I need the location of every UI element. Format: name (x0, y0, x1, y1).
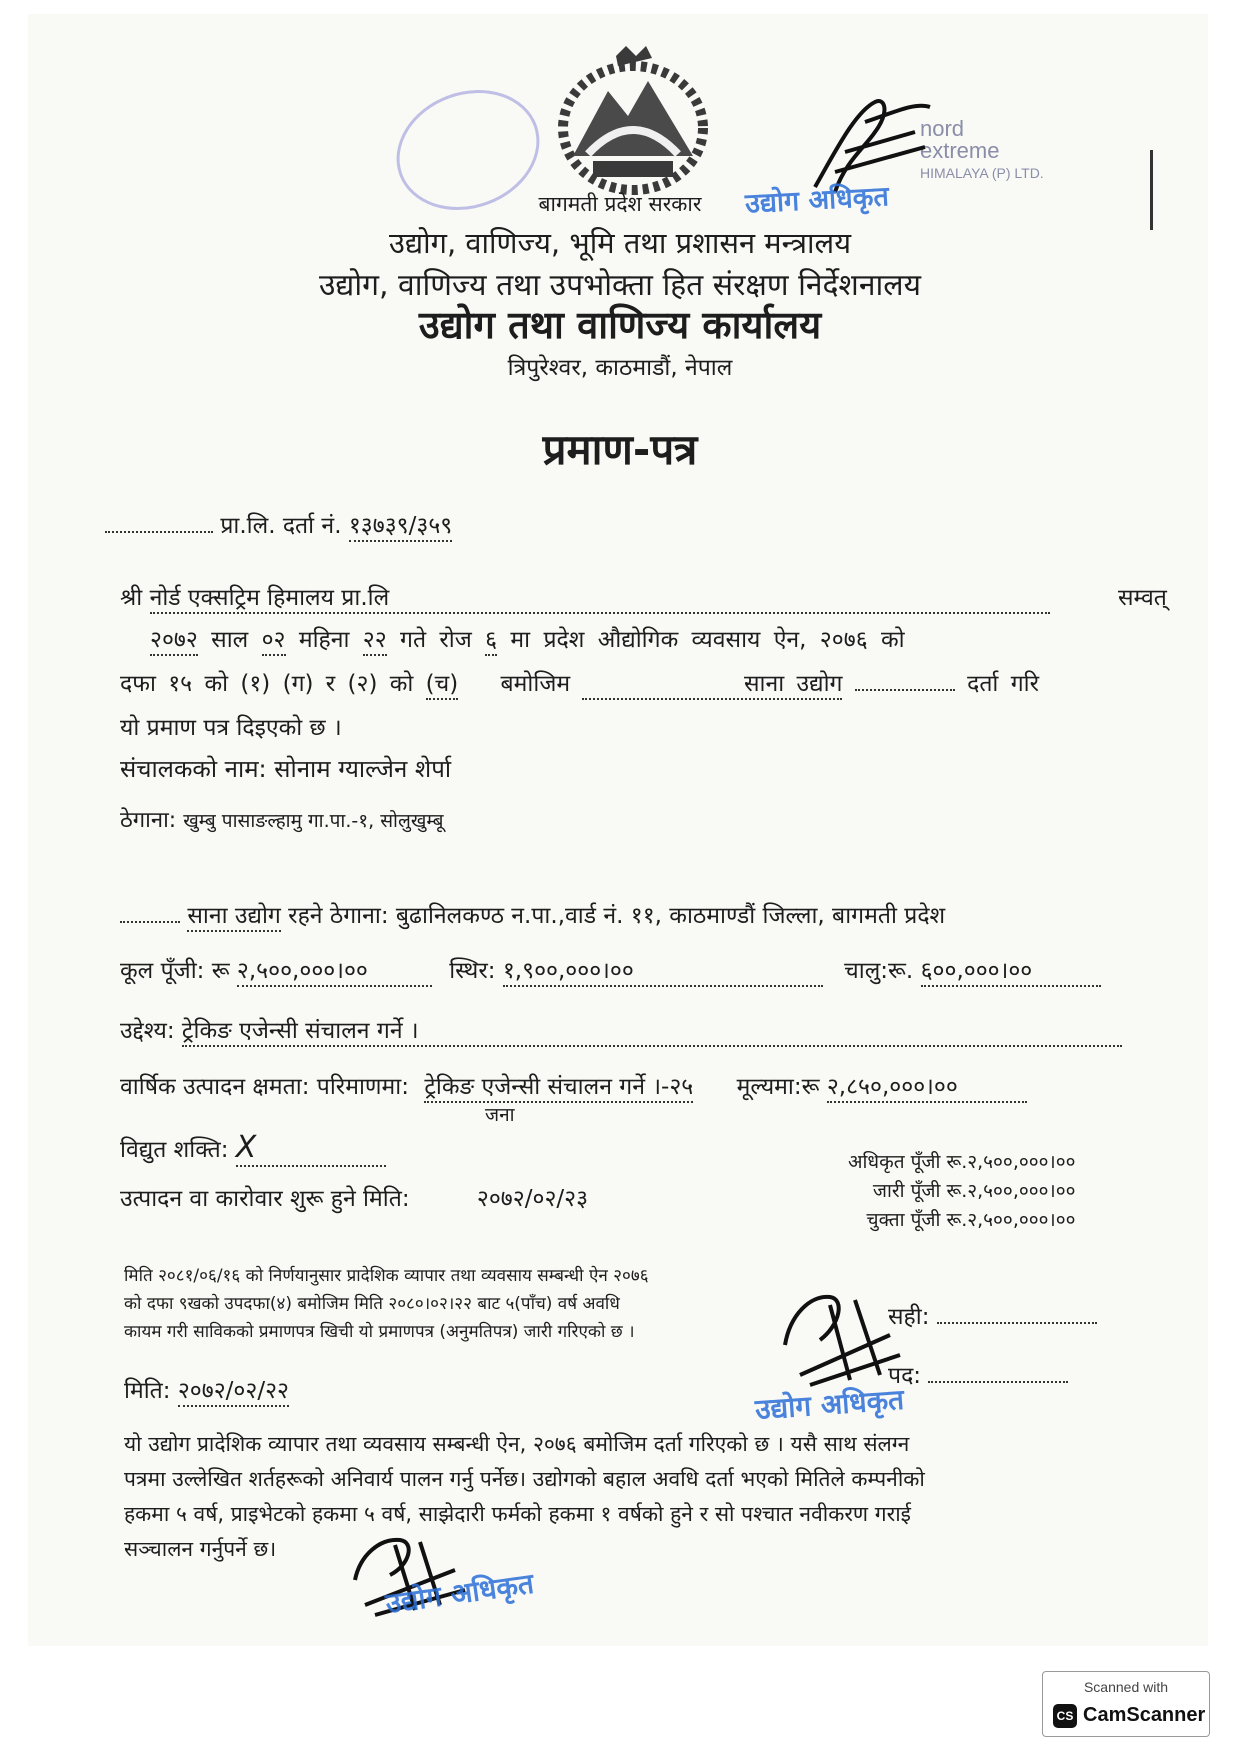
production-value-label: मूल्यमा:रू (736, 1074, 820, 1100)
scanner-caption: Scanned with (1083, 1679, 1169, 1695)
capital-summary-row (848, 1148, 1075, 1177)
current-capital-label: चालु:रू. (844, 958, 914, 984)
saal-label: साल (211, 627, 249, 653)
renewal-note-line: को दफा ९खको उपदफा(४) बमोजिम मिति २०८०।०२।२२ बाट ५(पाँच) वर्ष अवधि (124, 1294, 620, 1314)
month-value: ०२ (262, 622, 286, 656)
registration-number: १३७३९/३५९ (349, 508, 452, 542)
officer-stamp-middle: उद्योग अधिकृत (754, 1382, 906, 1427)
capital-summary (848, 1148, 1075, 1235)
leader-dots (105, 531, 213, 533)
pad-label: पद: (888, 1363, 922, 1389)
location-label: रहने ठेगाना: (288, 903, 389, 929)
officer-stamp-top: उद्योग अधिकृत (744, 181, 890, 220)
production-line (120, 1069, 1027, 1103)
leader-dots (855, 689, 955, 691)
issue-date-label: मिति: (124, 1378, 171, 1404)
start-date-line (120, 1181, 588, 1213)
designation-line (888, 1358, 1068, 1390)
year-value: २०७२ (150, 622, 198, 656)
authorized-capital-value: रू.२,५००,०००।०० (946, 1151, 1076, 1173)
section-text: दफा १५ को (१) (ग) र (२) को (120, 671, 414, 697)
office-address: त्रिपुरेश्वर, काठमाडौं, नेपाल (507, 355, 733, 381)
bamojim-label: बमोजिम (500, 671, 571, 697)
company-stamp (920, 118, 1044, 184)
issued-text: यो प्रमाण पत्र दिइएको छ । (120, 715, 342, 741)
page-title: प्रमाण-पत्र (542, 425, 698, 474)
gate-roj-label: गते रोज (400, 627, 472, 653)
mahina-label: महिना (298, 627, 350, 653)
authorized-capital-label: अधिकृत पूँजी (848, 1151, 941, 1173)
objective-value: ट्रेकिङ एजेन्सी संचालन गर्ने । (182, 1013, 1122, 1047)
fixed-capital-value: १,९००,०००।०० (503, 953, 823, 987)
law-text: मा प्रदेश औद्योगिक व्यवसाय ऐन, २०७६ को (510, 627, 905, 653)
shri-label: श्री (120, 585, 143, 611)
issued-capital-value: रू.२,५००,०००।०० (946, 1180, 1076, 1202)
issue-date-value: २०७२/०२/२२ (178, 1373, 289, 1407)
leader-dots (120, 921, 180, 923)
capital-line (120, 953, 1101, 987)
industry-type: साना उद्योग (582, 666, 842, 700)
production-unit: जना (485, 1104, 515, 1126)
issued-capital-label: जारी पूँजी (872, 1180, 941, 1202)
location-prefix: साना उद्योग (187, 898, 281, 932)
address-value: खुम्बु पासाङल्हामु गा.पा.-१, सोलुखुम्बू (183, 810, 444, 832)
location-line (120, 898, 945, 932)
total-capital-label: कूल पूँजी: रू (120, 958, 230, 984)
directorate-name: उद्योग, वाणिज्य तथा उपभोक्ता हित संरक्षण निर्देशनालय (318, 268, 921, 303)
paidup-capital-label: चुक्ता पूँजी (866, 1209, 941, 1231)
renewal-note (124, 1262, 649, 1346)
date-line (150, 622, 905, 656)
production-quantity: ट्रेकिङ एजेन्सी संचालन गर्ने ।-२५ (424, 1069, 693, 1103)
footer-text-line: पत्रमा उल्लेखित शर्तहरूको अनिवार्य पालन गर्नु पर्नेछ। उद्योगको बहाल अवधि दर्ता भएको मितिले कम्पनीको (124, 1467, 925, 1491)
objective-label: उद्देश्य: (120, 1018, 175, 1044)
office-name: उद्योग तथा वाणिज्य कार्यालय (418, 303, 822, 347)
paidup-capital-value: रू.२,५००,०००।०० (946, 1209, 1076, 1231)
current-capital-value: ६००,०००।०० (921, 953, 1101, 987)
start-date-value: २०७२/०२/२३ (476, 1186, 589, 1212)
section-line (120, 666, 1039, 700)
director-name: सोनाम ग्याल्जेन शेर्पा (274, 755, 452, 783)
samvat-label: सम्वत् (1118, 585, 1167, 611)
production-value: २,८५०,०००।०० (827, 1069, 1027, 1103)
start-date-label: उत्पादन वा कारोवार शुरू हुने मिति: (120, 1186, 410, 1212)
renewal-note-line: मिति २०८१/०६/१६ को निर्णयानुसार प्रादेशिक व्यापार तथा व्यवसाय सम्बन्धी ऐन २०७६ (124, 1266, 649, 1286)
day-value: २२ (363, 622, 387, 656)
production-label: वार्षिक उत्पादन क्षमता: परिमाणमा: (120, 1074, 410, 1100)
issue-date-line (124, 1373, 289, 1407)
weekday-value: ६ (485, 622, 497, 656)
company-stamp-line: nord (920, 116, 965, 141)
power-line (120, 1130, 386, 1167)
company-line (120, 580, 1050, 614)
designation-blank (928, 1381, 1068, 1383)
sahi-label: सही: (888, 1304, 930, 1330)
footer-text-line: सञ्चालन गर्नुपर्ने छ। (124, 1537, 277, 1561)
clause-value: (च) (426, 666, 459, 700)
camscanner-logo-icon: CS (1053, 1704, 1077, 1728)
fixed-capital-label: स्थिर: (449, 958, 496, 984)
officer-stamp-bottom: उद्योग अधिकृत (383, 1566, 536, 1621)
registration-line (105, 508, 452, 542)
signature-blank (937, 1322, 1097, 1324)
camscanner-watermark (1042, 1671, 1210, 1737)
director-line (120, 752, 451, 785)
footer-text-line: यो उद्योग प्रादेशिक व्यापार तथा व्यवसाय सम्बन्धी ऐन, २०७६ बमोजिम दर्ता गरिएको छ । यसै साथ संलग्न (124, 1432, 910, 1456)
nepal-emblem-icon (548, 36, 718, 206)
registration-label: प्रा.लि. दर्ता नं. (220, 513, 342, 539)
company-stamp-line: HIMALAYA (P) LTD. (920, 165, 1044, 181)
company-stamp-line: extreme (920, 138, 1000, 163)
address-line (120, 804, 443, 834)
signature-line (888, 1299, 1097, 1331)
footer-text-line: हकमा ५ वर्ष, प्राइभेटको हकमा ५ वर्ष, साझेदारी फर्मको हकमा १ वर्षको हुने र सो पश्चात नवीकरण गराई (124, 1502, 911, 1526)
company-name: नोर्ड एक्सट्रिम हिमालय प्रा.लि (150, 580, 1050, 614)
capital-summary-row (848, 1206, 1075, 1235)
location-value: बुढानिलकण्ठ न.पा.,वार्ड नं. ११, काठमाण्डौं जिल्ला, बागमती प्रदेश (395, 903, 946, 929)
power-label: विद्युत शक्ति: (120, 1137, 229, 1163)
province-govt: बागमती प्रदेश सरकार (538, 192, 702, 216)
footer-text (124, 1427, 925, 1567)
director-label: संचालकको नाम: (120, 755, 267, 783)
objective-line (120, 1013, 1122, 1047)
renewal-note-line: कायम गरी साविकको प्रमाणपत्र खिची यो प्रमाणपत्र (अनुमतिपत्र) जारी गरिएको छ । (124, 1322, 635, 1342)
scanner-name: CamScanner (1083, 1704, 1206, 1726)
capital-summary-row (848, 1177, 1075, 1206)
address-label: ठेगाना: (120, 808, 177, 833)
power-value: X (236, 1130, 386, 1167)
total-capital-value: २,५००,०००।०० (237, 953, 432, 987)
ministry-name: उद्योग, वाणिज्य, भूमि तथा प्रशासन मन्त्रालय (388, 226, 852, 260)
darta-gari-label: दर्ता गरि (967, 671, 1040, 697)
